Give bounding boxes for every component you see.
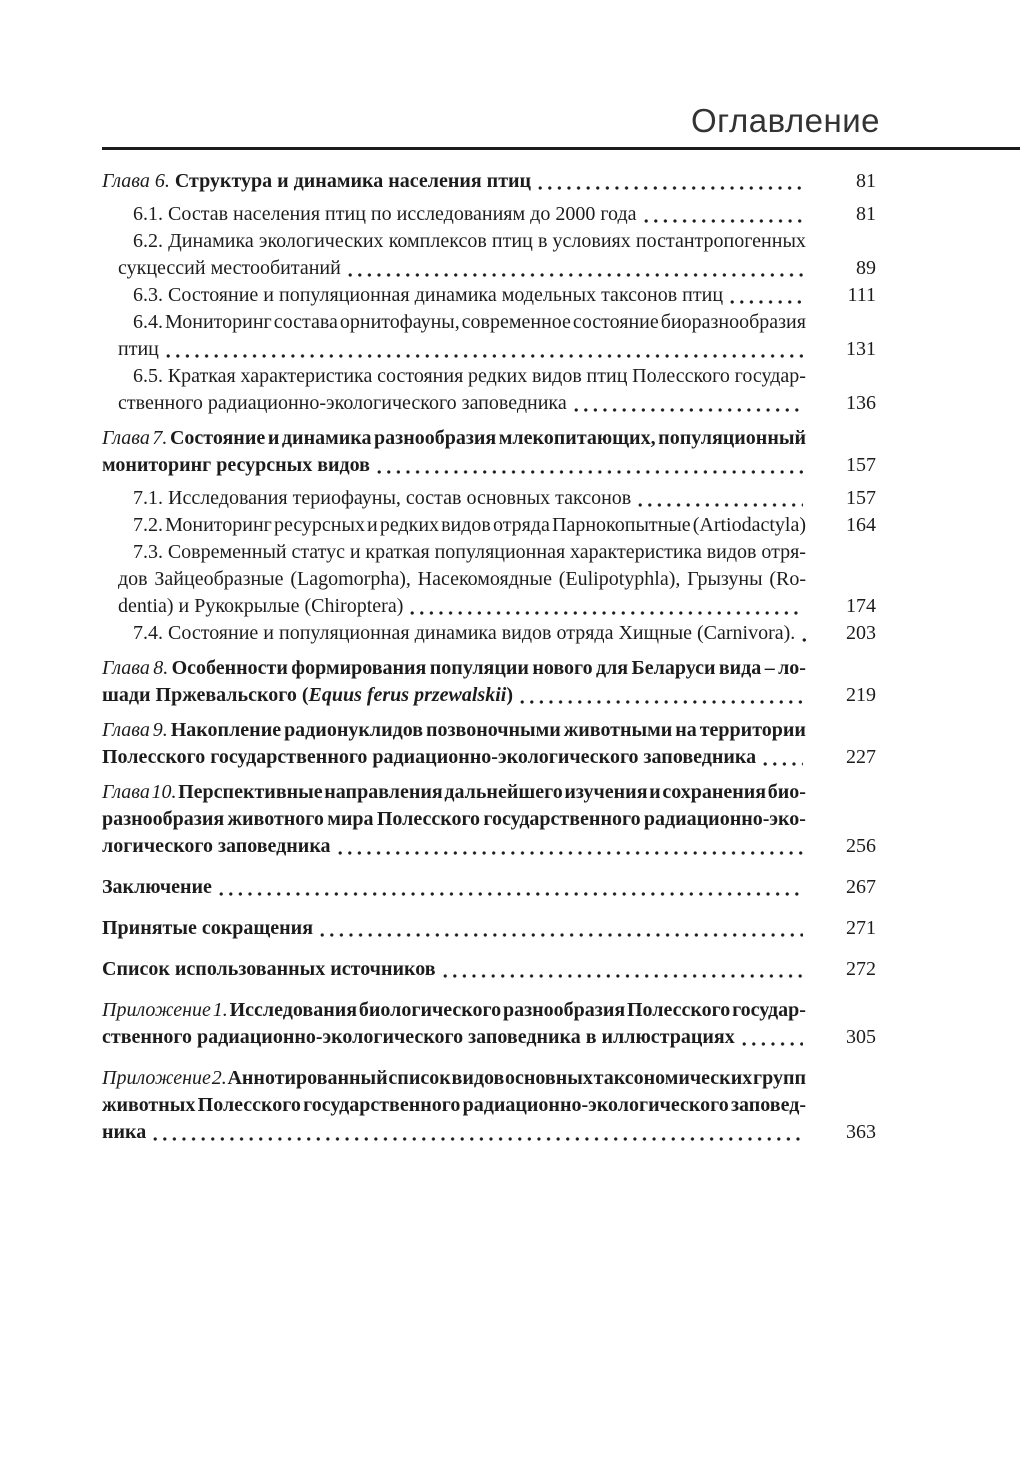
dot-leader (574, 407, 803, 413)
dot-leader (443, 973, 803, 979)
dot-leader (348, 272, 803, 278)
toc-entry (118, 282, 876, 309)
dot-leader (520, 699, 803, 705)
toc-entry-text (118, 620, 806, 647)
toc-entry (118, 539, 876, 620)
toc-line: Глава 7. Состояние и динамика разнообразия млекопитающих, популяционный (102, 427, 806, 449)
toc-entry-text (102, 717, 806, 771)
toc-entry-text (118, 228, 806, 282)
toc-line: ственного радиационно-экологического заповедника в иллюстрациях (102, 1024, 806, 1051)
toc-entry-text (102, 425, 806, 479)
toc-list (0, 168, 1022, 1146)
toc-line: Заключение (102, 874, 806, 901)
toc-entry (102, 997, 876, 1051)
toc-line: dentia) и Рукокрылые (Chiroptera) (118, 593, 806, 620)
toc-entry (118, 620, 876, 647)
toc-page-number: 131 (846, 338, 876, 360)
toc-entry (118, 485, 876, 512)
toc-line: Принятые сокращения (102, 915, 806, 942)
dot-leader (742, 1041, 803, 1047)
toc-entry (118, 228, 876, 282)
toc-page-number: 267 (846, 876, 876, 898)
toc-page-number: 164 (846, 514, 876, 536)
toc-line: 6.1. Состав населения птиц по исследованиям до 2000 года (118, 201, 806, 228)
toc-page-number: 111 (847, 284, 876, 306)
page-header-title: Оглавление (691, 102, 880, 139)
toc-page-number: 363 (846, 1121, 876, 1143)
dot-leader (410, 610, 803, 616)
toc-entry (118, 309, 876, 363)
toc-line: ника (102, 1119, 806, 1146)
toc-line: Глава 10. Перспективные направления дальнейшего изучения и сохранения био- (102, 781, 806, 803)
toc-page-number: 174 (846, 595, 876, 617)
toc-entry-text (102, 997, 806, 1051)
toc-page-number: 89 (856, 257, 876, 279)
dot-leader (338, 850, 803, 856)
toc-line: ственного радиационно-экологического заповедника (118, 390, 806, 417)
toc-line: 7.4. Состояние и популяционная динамика видов отряда Хищные (Carnivora). (118, 620, 806, 647)
dot-leader (219, 891, 803, 897)
toc-line: Список использованных источников (102, 956, 806, 983)
dot-leader (320, 932, 803, 938)
toc-entry (102, 655, 876, 709)
toc-page-number: 272 (846, 958, 876, 980)
dot-leader (538, 185, 803, 191)
dot-leader (377, 469, 803, 475)
toc-page-number: 81 (856, 170, 876, 192)
toc-entry-text (118, 363, 806, 417)
toc-page-number: 203 (846, 622, 876, 644)
toc-entry (102, 956, 876, 983)
toc-page-number: 227 (846, 746, 876, 768)
toc-entry-text (118, 309, 806, 363)
dot-leader (638, 502, 803, 508)
toc-entry-text (102, 168, 806, 195)
dot-leader (730, 299, 803, 305)
toc-line: сукцессий местообитаний (118, 255, 806, 282)
toc-entry (102, 717, 876, 771)
toc-entry (102, 915, 876, 942)
toc-line: Полесского государственного радиационно-экологического заповедника (102, 744, 806, 771)
toc-entry-text (102, 1065, 806, 1146)
toc-line: Глава 6. Структура и динамика населения птиц (102, 168, 806, 195)
page-header (0, 103, 1022, 150)
toc-page-number: 271 (846, 917, 876, 939)
toc-entry-text (102, 956, 806, 983)
toc-line: Глава 8. Особенности формирования популяции нового для Беларуси вида – ло- (102, 657, 806, 679)
toc-entry (118, 512, 876, 539)
toc-entry-text (102, 915, 806, 942)
toc-entry-text (118, 282, 806, 309)
toc-line: 7.1. Исследования териофауны, состав основных таксонов (118, 485, 806, 512)
toc-line: 7.3. Современный статус и краткая популяционная характеристика видов отря- (133, 541, 806, 563)
toc-page-number: 305 (846, 1026, 876, 1048)
toc-entry-text (102, 655, 806, 709)
toc-entry (118, 363, 876, 417)
toc-page-number: 256 (846, 835, 876, 857)
toc-entry-text (102, 874, 806, 901)
toc-line: Приложение 1. Исследования биологического разнообразия Полесского государ- (102, 999, 806, 1021)
toc-line: 6.4. Мониторинг состава орнитофауны, современное состояние биоразнообразия (133, 311, 806, 333)
toc-line: 6.2. Динамика экологических комплексов птиц в условиях постантропогенных (133, 230, 806, 252)
toc-line: птиц (118, 336, 806, 363)
toc-entry-text (118, 485, 806, 512)
toc-line: Приложение 2. Аннотированный список видов основных таксономических групп (102, 1067, 806, 1089)
toc-entry (102, 168, 876, 195)
toc-page-number: 81 (856, 203, 876, 225)
toc-entry (102, 779, 876, 860)
toc-page-number: 219 (846, 684, 876, 706)
toc-page-number: 157 (846, 454, 876, 476)
toc-line: разнообразия животного мира Полесского государственного радиационно-эко- (102, 808, 806, 830)
toc-line: 6.5. Краткая характеристика состояния редких видов птиц Полесского государ- (133, 365, 806, 387)
dot-leader (763, 761, 803, 767)
toc-entry-text (118, 201, 806, 228)
toc-entry (102, 1065, 876, 1146)
toc-entry (102, 425, 876, 479)
toc-line: 7.2. Мониторинг ресурсных и редких видов отряда Парнокопытные (Artiodactyla) (133, 514, 806, 536)
toc-entry-text (118, 539, 806, 620)
toc-entry-text (118, 512, 806, 539)
toc-line: дов Зайцеобразные (Lagomorpha), Насекомоядные (Eulipotyphla), Грызуны (Ro- (118, 568, 806, 590)
toc-page-number: 157 (846, 487, 876, 509)
header-rule (102, 147, 1020, 150)
toc-entry (118, 201, 876, 228)
toc-line: шади Пржевальского (Equus ferus przewalskii) (102, 682, 806, 709)
dot-leader (166, 353, 803, 359)
toc-line: 6.3. Состояние и популяционная динамика модельных таксонов птиц (118, 282, 806, 309)
toc-entry (102, 874, 876, 901)
dot-leader (153, 1136, 803, 1142)
toc-line: животных Полесского государственного радиационно-экологического заповед- (102, 1094, 806, 1116)
toc-line: логического заповедника (102, 833, 806, 860)
dot-leader (644, 218, 803, 224)
toc-line: мониторинг ресурсных видов (102, 452, 806, 479)
toc-entry-text (102, 779, 806, 860)
toc-line: Глава 9. Накопление радионуклидов позвоночными животными на территории (102, 719, 806, 741)
toc-page-number: 136 (846, 392, 876, 414)
